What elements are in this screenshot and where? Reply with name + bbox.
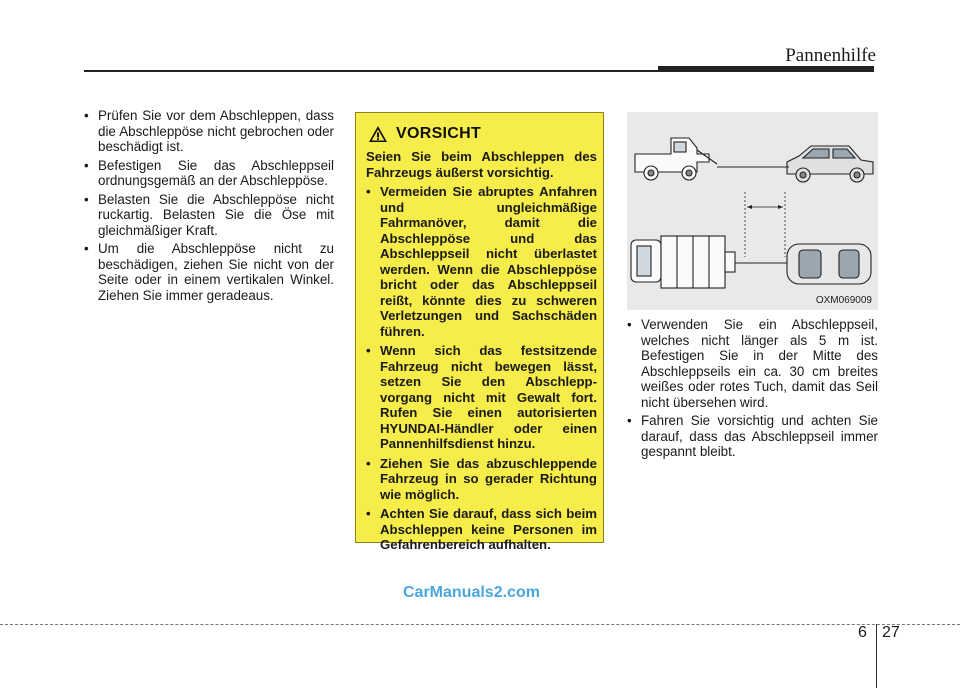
list-item: • Um die Abschleppöse nicht zu beschädigen, ziehen Sie nicht von der Seite oder in einem vertikalen Winkel. Ziehen Sie immer geradeaus. xyxy=(84,241,334,303)
warning-triangle-icon xyxy=(368,125,388,143)
chapter-number: 6 xyxy=(858,624,867,641)
list-item: • Belasten Sie die Abschleppöse nicht ruckartig. Belasten Sie die Öse mit gleichmäßiger Kraft. xyxy=(84,192,334,239)
footer-rule xyxy=(0,624,960,625)
towing-illustration xyxy=(627,112,878,310)
page-number: 27 xyxy=(882,624,900,641)
header-rule-accent xyxy=(658,66,874,72)
watermark-link[interactable]: CarManuals2.com xyxy=(403,584,540,601)
car-side-icon xyxy=(787,146,873,182)
left-column xyxy=(84,108,334,306)
page-divider xyxy=(876,624,877,688)
caution-item: • Wenn sich das festsitzende Fahrzeug nicht bewegen lässt, setzen Sie den Abschlepp-vorgang nicht mit Gewalt fort. Rufen Sie einen autorisierten HYUNDAI-Händler oder einen Pannenhilfsdienst hinzu. xyxy=(366,343,597,452)
caution-intro: Seien Sie beim Abschleppen des Fahrzeugs äußerst vorsichtig. xyxy=(366,149,597,180)
list-item: • Prüfen Sie vor dem Abschleppen, dass die Abschleppöse nicht gebrochen oder beschädigt ist. xyxy=(84,108,334,155)
caution-item: • Vermeiden Sie abruptes Anfahren und ungleichmäßige Fahrmanöver, damit die Abschleppöse und das Abschleppseil nicht überlastet werden. Wenn die Abschleppöse bricht oder das Abschleppseil reißt, könnte dies zu schweren Verletzungen und Sachschäden führen. xyxy=(366,184,597,339)
caution-title: VORSICHT xyxy=(396,125,482,142)
figure-code: OXM069009 xyxy=(815,295,872,306)
right-column xyxy=(627,317,878,463)
caution-item: • Ziehen Sie das abzuschleppende Fahrzeug in so gerader Richtung wie möglich. xyxy=(366,456,597,503)
caution-item: • Achten Sie darauf, dass sich beim Abschleppen keine Personen im Gefahrenbereich aufhalten. xyxy=(366,506,597,553)
tow-truck-top-icon xyxy=(631,236,735,288)
caution-box xyxy=(355,112,604,552)
section-title: Pannenhilfe xyxy=(785,45,876,66)
tow-truck-side-icon xyxy=(635,138,717,180)
list-item: • Verwenden Sie ein Abschleppseil, welches nicht länger als 5 m ist. Befestigen Sie in der Mitte des Abschleppseils ein ca. 30 cm breites weißes oder rotes Tuch, damit das Seil nicht übersehen wird. xyxy=(627,317,878,410)
list-item: • Befestigen Sie das Abschleppseil ordnungsgemäß an der Abschleppöse. xyxy=(84,158,334,189)
car-top-icon xyxy=(787,244,871,284)
tow-diagram xyxy=(627,112,878,310)
list-item: • Fahren Sie vorsichtig und achten Sie darauf, dass das Abschleppseil immer gespannt bleibt. xyxy=(627,413,878,460)
